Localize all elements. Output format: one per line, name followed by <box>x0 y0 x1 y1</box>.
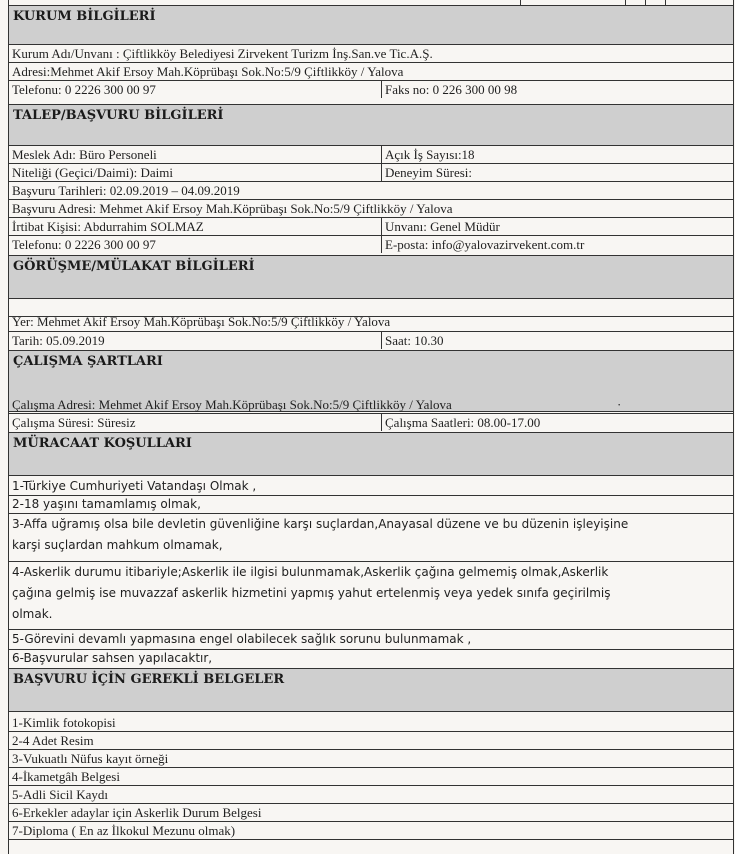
talep-telefon: Telefonu: 0 2226 300 00 97 <box>12 237 156 252</box>
kurum-adres: Adresi:Mehmet Akif Ersoy Mah.Köprübaşı Sok.No:5/9 Çiftlikköy / Yalova <box>12 64 404 79</box>
talep-meslek: Meslek Adı: Büro Personeli <box>12 147 157 162</box>
section-header-gorusme: GÖRÜŞME/MÜLAKAT BİLGİLERİ <box>9 255 733 299</box>
section-header-kurum: KURUM BİLGİLERİ <box>9 5 733 45</box>
row-talep-meslek <box>9 146 733 164</box>
belge-item <box>9 804 733 822</box>
muracaat-item <box>9 650 733 668</box>
calisma-mark: · <box>617 397 622 412</box>
section-header-talep: TALEP/BAŞVURU BİLGİLERİ <box>9 104 733 146</box>
belge-item-2: 2-4 Adet Resim <box>12 733 94 748</box>
muracaat-item-6: 6-Başvurular sahsen yapılacaktır, <box>12 651 213 665</box>
muracaat-item-1: 1-Türkiye Cumhuriyeti Vatandaşı Olmak , <box>12 479 257 493</box>
talep-niteligi: Niteliği (Geçici/Daimi): Daimi <box>12 165 174 180</box>
belge-item-4: 4-İkametgâh Belgesi <box>12 769 120 784</box>
muracaat-item <box>9 496 733 514</box>
row-gorusme-tarih <box>9 331 733 349</box>
muracaat-item-3-block <box>9 514 733 562</box>
belge-item <box>9 768 733 786</box>
talep-acik-is: Açık İş Sayısı:18 <box>381 146 475 163</box>
belge-item <box>9 732 733 750</box>
muracaat-item-2: 2-18 yaşını tamamlamış olmak, <box>12 497 201 511</box>
muracaat-item-4-line-1: 4-Askerlik durumu itibariyle;Askerlik ile ilgisi bulunmamak,Askerlik çağına gelmemiş olmak,Askerlik <box>12 565 609 579</box>
gorusme-saat: Saat: 10.30 <box>381 332 444 349</box>
belge-item-5: 5-Adli Sicil Kaydı <box>12 787 109 802</box>
row-talep-nitelik <box>9 164 733 182</box>
belge-item-6: 6-Erkekler adaylar için Askerlik Durum Belgesi <box>12 805 262 820</box>
muracaat-item-3-line-1: 3-Affa uğramış olsa bile devletin güvenliğine karşı suçlardan,Anayasal düzene ve bu düzenin işleyişine <box>12 517 629 531</box>
row-calisma-sure <box>9 414 733 432</box>
row-talep-tarihler <box>9 182 733 200</box>
talep-irtibat: İrtibat Kişisi: Abdurrahim SOLMAZ <box>12 219 204 234</box>
talep-tarihler: Başvuru Tarihleri: 02.09.2019 – 04.09.2019 <box>12 183 240 198</box>
row-calisma-adres <box>9 396 733 414</box>
muracaat-item-5: 5-Görevini devamlı yapmasına engel olabilecek sağlık sorunu bulunmamak , <box>12 632 472 646</box>
belge-item <box>9 786 733 804</box>
gorusme-yer: Yer: Mehmet Akif Ersoy Mah.Köprübaşı Sok.No:5/9 Çiftlikköy / Yalova <box>12 314 391 329</box>
calisma-saatleri: Çalışma Saatleri: 08.00-17.00 <box>381 414 540 431</box>
muracaat-item <box>9 630 733 650</box>
belge-item <box>9 822 733 840</box>
section-header-muracaat: MÜRACAAT KOŞULLARI <box>9 432 733 476</box>
muracaat-item-4-line-2: çağına gelmiş ise muvazzaf askerlik hizmetini yapmış yahut ertelenmiş veya yedek sınıfa geçirilmiş <box>12 586 611 600</box>
calisma-adres: Çalışma Adresi: Mehmet Akif Ersoy Mah.Köprübaşı Sok.No:5/9 Çiftlikköy / Yalova <box>12 397 452 412</box>
belge-item-1: 1-Kimlik fotokopisi <box>12 715 116 730</box>
section-header-belgeler: BAŞVURU İÇİN GEREKLİ BELGELER <box>9 668 733 712</box>
row-talep-irtibat <box>9 218 733 236</box>
row-kurum-adi <box>9 45 733 63</box>
kurum-adi: Kurum Adı/Unvanı : Çiftlikköy Belediyesi Zirvekent Turizm İnş.San.ve Tic.A.Ş. <box>12 46 433 61</box>
calisma-sure: Çalışma Süresi: Süresiz <box>12 415 136 430</box>
row-kurum-telefon <box>9 81 733 99</box>
gorusme-tarih: Tarih: 05.09.2019 <box>12 333 105 348</box>
row-talep-telefon <box>9 236 733 254</box>
row-kurum-adres <box>9 63 733 81</box>
belge-item-3: 3-Vukuatlı Nüfus kayıt örneği <box>12 751 169 766</box>
talep-adres: Başvuru Adresi: Mehmet Akif Ersoy Mah.Köprübaşı Sok.No:5/9 Çiftlikköy / Yalova <box>12 201 453 216</box>
belge-item <box>9 750 733 768</box>
kurum-faks: Faks no: 0 226 300 00 98 <box>381 81 517 98</box>
belge-item-7: 7-Diploma ( En az İlkokul Mezunu olmak) <box>12 823 236 838</box>
kurum-telefon: Telefonu: 0 2226 300 00 97 <box>12 82 156 97</box>
muracaat-item-3-line-2: karşi suçlardan mahkum olmamak, <box>12 538 223 552</box>
talep-deneyim: Deneyim Süresi: <box>381 164 472 181</box>
talep-unvan: Unvanı: Genel Müdür <box>381 218 500 235</box>
row-talep-adres <box>9 200 733 218</box>
talep-eposta: E-posta: info@yalovazirvekent.com.tr <box>381 236 584 253</box>
section-header-calisma: ÇALIŞMA ŞARTLARI <box>9 350 733 412</box>
muracaat-item <box>9 478 733 496</box>
muracaat-item-4-block <box>9 562 733 630</box>
muracaat-item-4-line-3: olmak. <box>12 607 53 621</box>
belge-item <box>9 714 733 732</box>
row-gorusme-yer <box>9 299 733 329</box>
